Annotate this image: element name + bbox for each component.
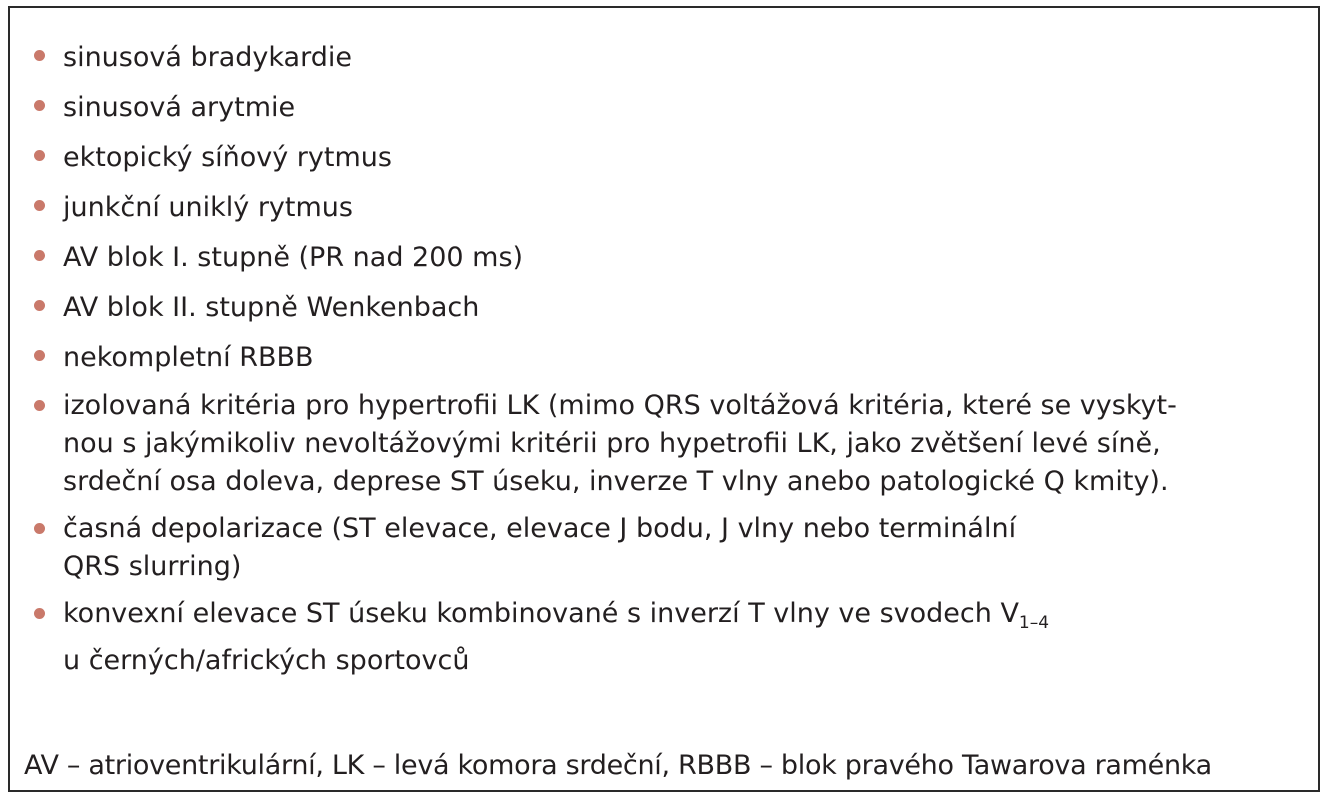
list-item-line: časná depolarizace (ST elevace, elevace J bodu, J vlny nebo terminální <box>63 513 1017 544</box>
bullet-icon <box>34 400 45 411</box>
list-item-line: nou s jakýmikoliv nevoltážovými kritérii pro hypetrofii LK, jako zvětšení levé síně, <box>63 428 1161 459</box>
table-frame <box>8 6 1320 792</box>
list-item <box>30 287 1320 328</box>
lead-subscript: 1–4 <box>1018 613 1050 633</box>
criteria-list <box>30 37 1320 689</box>
bullet-icon <box>34 350 45 361</box>
list-item-text: konvexní elevace ST úseku kombinované s inverzí T vlny ve svodech V <box>63 598 1019 629</box>
list-item <box>30 237 1320 278</box>
list-item-line: srdeční osa doleva, deprese ST úseku, inverze T vlny anebo patologické Q kmity). <box>63 466 1169 497</box>
list-item <box>30 87 1320 128</box>
bullet-icon <box>34 100 45 111</box>
list-item-text: ektopický síňový rytmus <box>63 142 392 173</box>
bullet-icon <box>34 300 45 311</box>
list-item-line: izolovaná kritéria pro hypertrofii LK (mimo QRS voltážová kritéria, které se vyskyt- <box>63 390 1177 421</box>
list-item-text: sinusová bradykardie <box>63 42 352 73</box>
list-item-text: AV blok II. stupně Wenkenbach <box>63 292 480 323</box>
list-item-text: nekompletní RBBB <box>63 342 314 373</box>
list-item-text: AV blok I. stupně (PR nad 200 ms) <box>63 242 524 273</box>
bullet-icon <box>34 150 45 161</box>
list-item-line: QRS slurring) <box>63 551 242 582</box>
list-item <box>30 37 1320 78</box>
bullet-icon <box>34 523 45 534</box>
list-item-line: u černých/afrických sportovců <box>63 645 470 676</box>
list-item <box>30 595 1320 680</box>
bullet-icon <box>34 608 45 619</box>
list-item <box>30 187 1320 228</box>
list-item <box>30 137 1320 178</box>
abbreviation-footnote: AV – atrioventrikulární, LK – levá komora srdeční, RBBB – blok pravého Tawarova raménka <box>24 750 1212 781</box>
list-item <box>30 510 1320 586</box>
list-item-line <box>63 595 1320 642</box>
list-item <box>30 387 1320 501</box>
bullet-icon <box>34 50 45 61</box>
list-item-text: junkční uniklý rytmus <box>63 192 353 223</box>
bullet-icon <box>34 250 45 261</box>
list-item-text: sinusová arytmie <box>63 92 296 123</box>
list-item <box>30 337 1320 378</box>
bullet-icon <box>34 200 45 211</box>
